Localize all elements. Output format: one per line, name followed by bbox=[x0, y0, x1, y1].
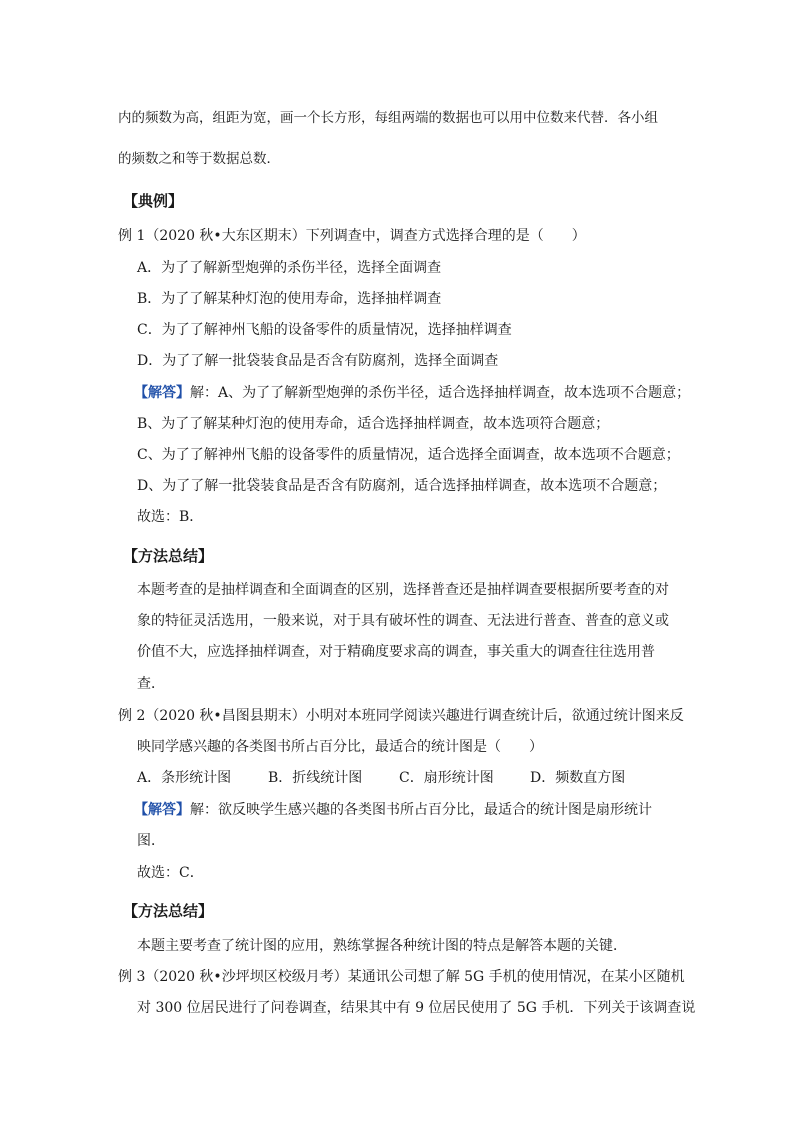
example-1-answer-line-2: B、为了了解某种灯泡的使用寿命，适合选择抽样调查，故本选项符合题意； bbox=[137, 416, 610, 432]
example-1-choose: 故选：B． bbox=[137, 509, 204, 525]
example-1-option-a: A．为了了解新型炮弹的杀伤半径，选择全面调查 bbox=[137, 260, 442, 276]
example-2-answer-line-1 bbox=[134, 800, 652, 820]
intro-line-2: 的频数之和等于数据总数． bbox=[118, 151, 280, 167]
intro-line-1: 内的频数为高，组距为宽，画一个长方形，每组两端的数据也可以用中位数来代替．各小组 bbox=[118, 110, 658, 126]
example-2-stem-line-2: 映同学感兴趣的各类图书所占百分比，最适合的统计图是（ ） bbox=[137, 739, 543, 755]
method-heading-2: 【方法总结】 bbox=[123, 902, 214, 920]
example-1-stem: 例 1（2020 秋•大东区期末）下列调查中，调查方式选择合理的是（ ） bbox=[118, 228, 586, 244]
answer-tag: 【解答】 bbox=[134, 802, 190, 818]
example-2-answer-line-2: 图． bbox=[137, 833, 165, 849]
example-2-option-d: D．频数直方图 bbox=[530, 770, 626, 786]
summary-1-line-4: 查． bbox=[137, 676, 165, 692]
example-2-option-b: B．折线统计图 bbox=[268, 770, 363, 786]
answer-text: 解：A、为了了解新型炮弹的杀伤半径，适合选择抽样调查，故本选项不合题意； bbox=[190, 385, 691, 401]
example-3-stem-line-2: 对 300 位居民进行了问卷调查，结果其中有 9 位居民使用了 5G 手机．下列关于该调查说 bbox=[137, 1000, 696, 1016]
example-1-answer-line-1 bbox=[134, 383, 690, 403]
summary-1-line-3: 价值不大，应选择抽样调查，对于精确度要求高的调查，事关重大的调查往往选用普 bbox=[137, 644, 655, 660]
example-2-choose: 故选：C． bbox=[137, 865, 204, 881]
example-3-stem-line-1: 例 3（2020 秋•沙坪坝区校级月考）某通讯公司想了解 5G 手机的使用情况，在某小区随机 bbox=[118, 969, 685, 985]
answer-text: 解：欲反映学生感兴趣的各类图书所占百分比，最适合的统计图是扇形统计 bbox=[190, 802, 652, 818]
summary-2: 本题主要考查了统计图的应用，熟练掌握各种统计图的特点是解答本题的关键． bbox=[137, 938, 627, 954]
example-2-options bbox=[137, 768, 625, 788]
example-2-option-c: C．扇形统计图 bbox=[399, 770, 494, 786]
example-1-option-b: B．为了了解某种灯泡的使用寿命，选择抽样调查 bbox=[137, 291, 442, 307]
summary-1-line-2: 象的特征灵活选用，一般来说，对于具有破坏性的调查、无法进行普查、普查的意义或 bbox=[137, 613, 669, 629]
example-1-answer-line-3: C、为了了解神州飞船的设备零件的质量情况，适合选择全面调查，故本选项不合题意； bbox=[137, 447, 680, 463]
example-2-stem-line-1: 例 2（2020 秋•昌图县期末）小明对本班同学阅读兴趣进行调查统计后，欲通过统计图来反 bbox=[118, 708, 684, 724]
example-heading: 【典例】 bbox=[123, 192, 184, 210]
example-1-option-c: C．为了了解神州飞船的设备零件的质量情况，选择抽样调查 bbox=[137, 322, 512, 338]
example-2-option-a: A．条形统计图 bbox=[137, 770, 232, 786]
method-heading-1: 【方法总结】 bbox=[123, 547, 214, 565]
example-1-option-d: D．为了了解一批袋装食品是否含有防腐剂，选择全面调查 bbox=[137, 353, 499, 369]
example-1-answer-line-4: D、为了了解一批袋装食品是否含有防腐剂，适合选择抽样调查，故本选项不合题意； bbox=[137, 478, 667, 494]
answer-tag: 【解答】 bbox=[134, 385, 190, 401]
summary-1-line-1: 本题考查的是抽样调查和全面调查的区别，选择普查还是抽样调查要根据所要考查的对 bbox=[137, 582, 669, 598]
